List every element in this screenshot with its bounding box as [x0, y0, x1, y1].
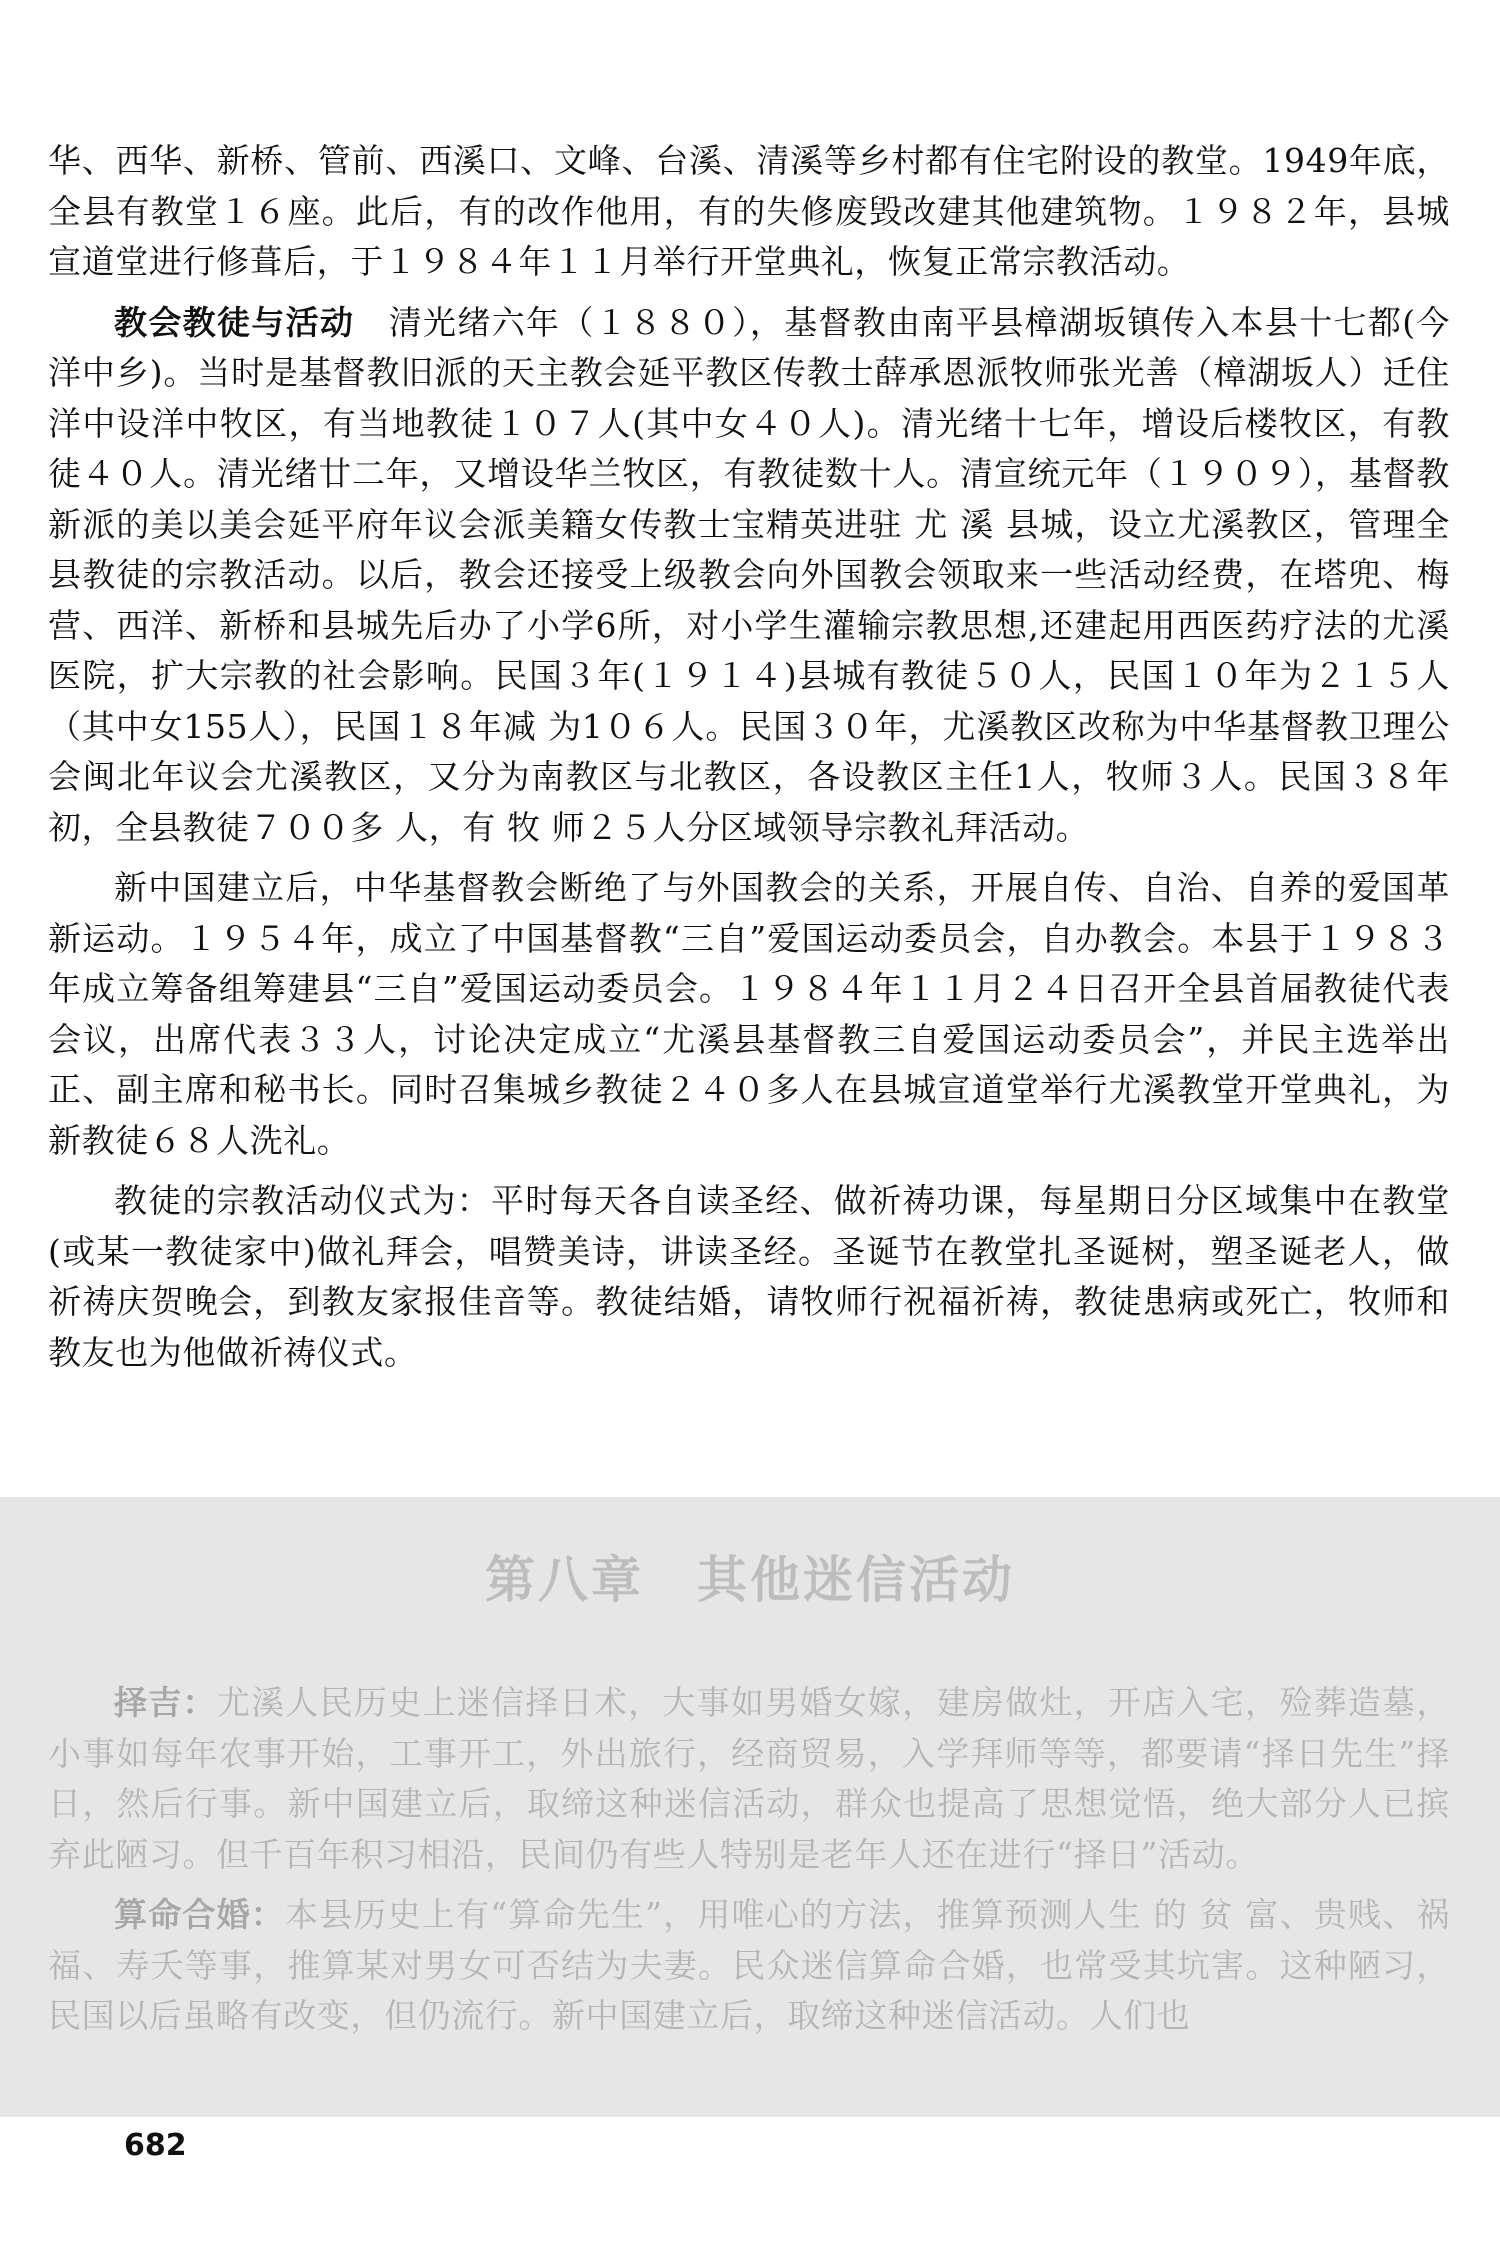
christianity-section — [48, 136, 1450, 1378]
paragraph-body: 本县历史上有“算命先生”，用唯心的方法，推算预测人生 的 贫 富、贵贱、祸福、寿夭等事，推算某对男女可否结为夫妻。民众迷信算命合婚，也常受其坑害。这种陋习，民国以后虽略有改变，但仍流行。新中国建立后，取缔这种迷信活动。人们也 — [48, 1895, 1450, 2035]
paragraph-rituals: 教徒的宗教活动仪式为：平时每天各自读圣经、做祈祷功课，每星期日分区域集中在教堂(或某一教徒家中)做礼拜会，唱赞美诗，讲读圣经。圣诞节在教堂扎圣诞树，塑圣诞老人，做祈祷庆贺晚会，到教友家报佳音等。教徒结婚，请牧师行祝福祈祷，教徒患病或死亡，牧师和教友也为他做祈祷仪式。 — [48, 1181, 1450, 1372]
paragraph-body: 清光绪六年（１８８０），基督教由南平县樟湖坂镇传入本县十七都(今洋中乡)。当时是基督教旧派的天主教会延平教区传教士薛承恩派牧师张光善（樟湖坂人）迁住洋中设洋中牧区，有当地教徒１０７人(其中女４０人)。清光绪十七年，增设后楼牧区，有教徒４０人。清光绪廿二年，又增设华兰牧区，有教徒数十人。清宣统元年（１９０９），基督教新派的美以美会延平府年议会派美籍女传教士宝精英进驻 尤 溪 县城，设立尤溪教区，管理全县教徒的宗教活动。以后，教会还接受上级教会向外国教会领取来一些活动经费，在塔兜、梅营、西洋、新桥和县城先后办了小学6所，对小学生灌输宗教思想,还建起用西医药疗法的尤溪医院，扩大宗教的社会影响。民国３年(１９１４)县城有教徒５０人，民国１０年为２１５人（其中女155人），民国１８年减 为1０６人。民国３０年，尤溪教区改称为中华基督教卫理公会闽北年议会尤溪教区，又分为南教区与北教区，各设教区主任1人，牧师３人。民国３８年初，全县教徒７００多 人，有 牧 师２５人分区域领导宗教礼拜活动。 — [48, 302, 1451, 847]
paragraph-heading: 择吉： — [114, 1683, 217, 1722]
paragraph-church-members-activities — [48, 298, 1450, 854]
paragraph-body: 尤溪人民历史上迷信择日术，大事如男婚女嫁，建房做灶，开店入宅，殓葬造墓，小事如每年农事开始，工事开工，外出旅行，经商贸易，入学拜师等等，都要请“择日先生”择日，然后行事。新中国建立后，取缔这种迷信活动，群众也提高了思想觉悟，绝大部分人已摈弃此陋习。但千百年积习相沿，民间仍有些人特别是老年人还在进行“择日”活动。 — [48, 1683, 1450, 1874]
paragraph-new-china: 新中国建立后，中华基督教会断绝了与外国教会的关系，开展自传、自治、自养的爱国革新运动。１９５４年，成立了中国基督教“三自”爱国运动委员会，自办教会。本县于１９８３年成立筹备组筹建县“三自”爱国运动委员会。１９８４年１１月２４日召开全县首届教徒代表会议，出席代表３３人，讨论决定成立“尤溪县基督教三自爱国运动委员会”，并民主选举出正、副主席和秘书长。同时召集城乡教徒２４０多人在县城宣道堂举行尤溪教堂开堂典礼，为新教徒６８人洗礼。 — [48, 868, 1450, 1160]
paragraph-heading: 算命合婚： — [114, 1895, 285, 1934]
paragraph-heading: 教会教徒与活动 — [114, 302, 355, 342]
page-number: 682 — [124, 2128, 187, 2163]
chapter-title: 第八章 其他迷信活动 — [485, 1551, 1015, 1609]
paragraph-date-selection — [48, 1678, 1450, 1880]
paragraph-church-buildings: 华、西华、新桥、管前、西溪口、文峰、台溪、清溪等乡村都有住宅附设的教堂。1949年底，全县有教堂１６座。此后，有的改作他用，有的失修废毁改建其他建筑物。１９８２年，县城宣道堂进行修葺后，于１９８４年１１月举行开堂典礼，恢复正常宗教活动。 — [48, 141, 1450, 281]
paragraph-fortune-telling — [48, 1890, 1450, 2042]
superstition-section — [48, 1678, 1450, 2042]
